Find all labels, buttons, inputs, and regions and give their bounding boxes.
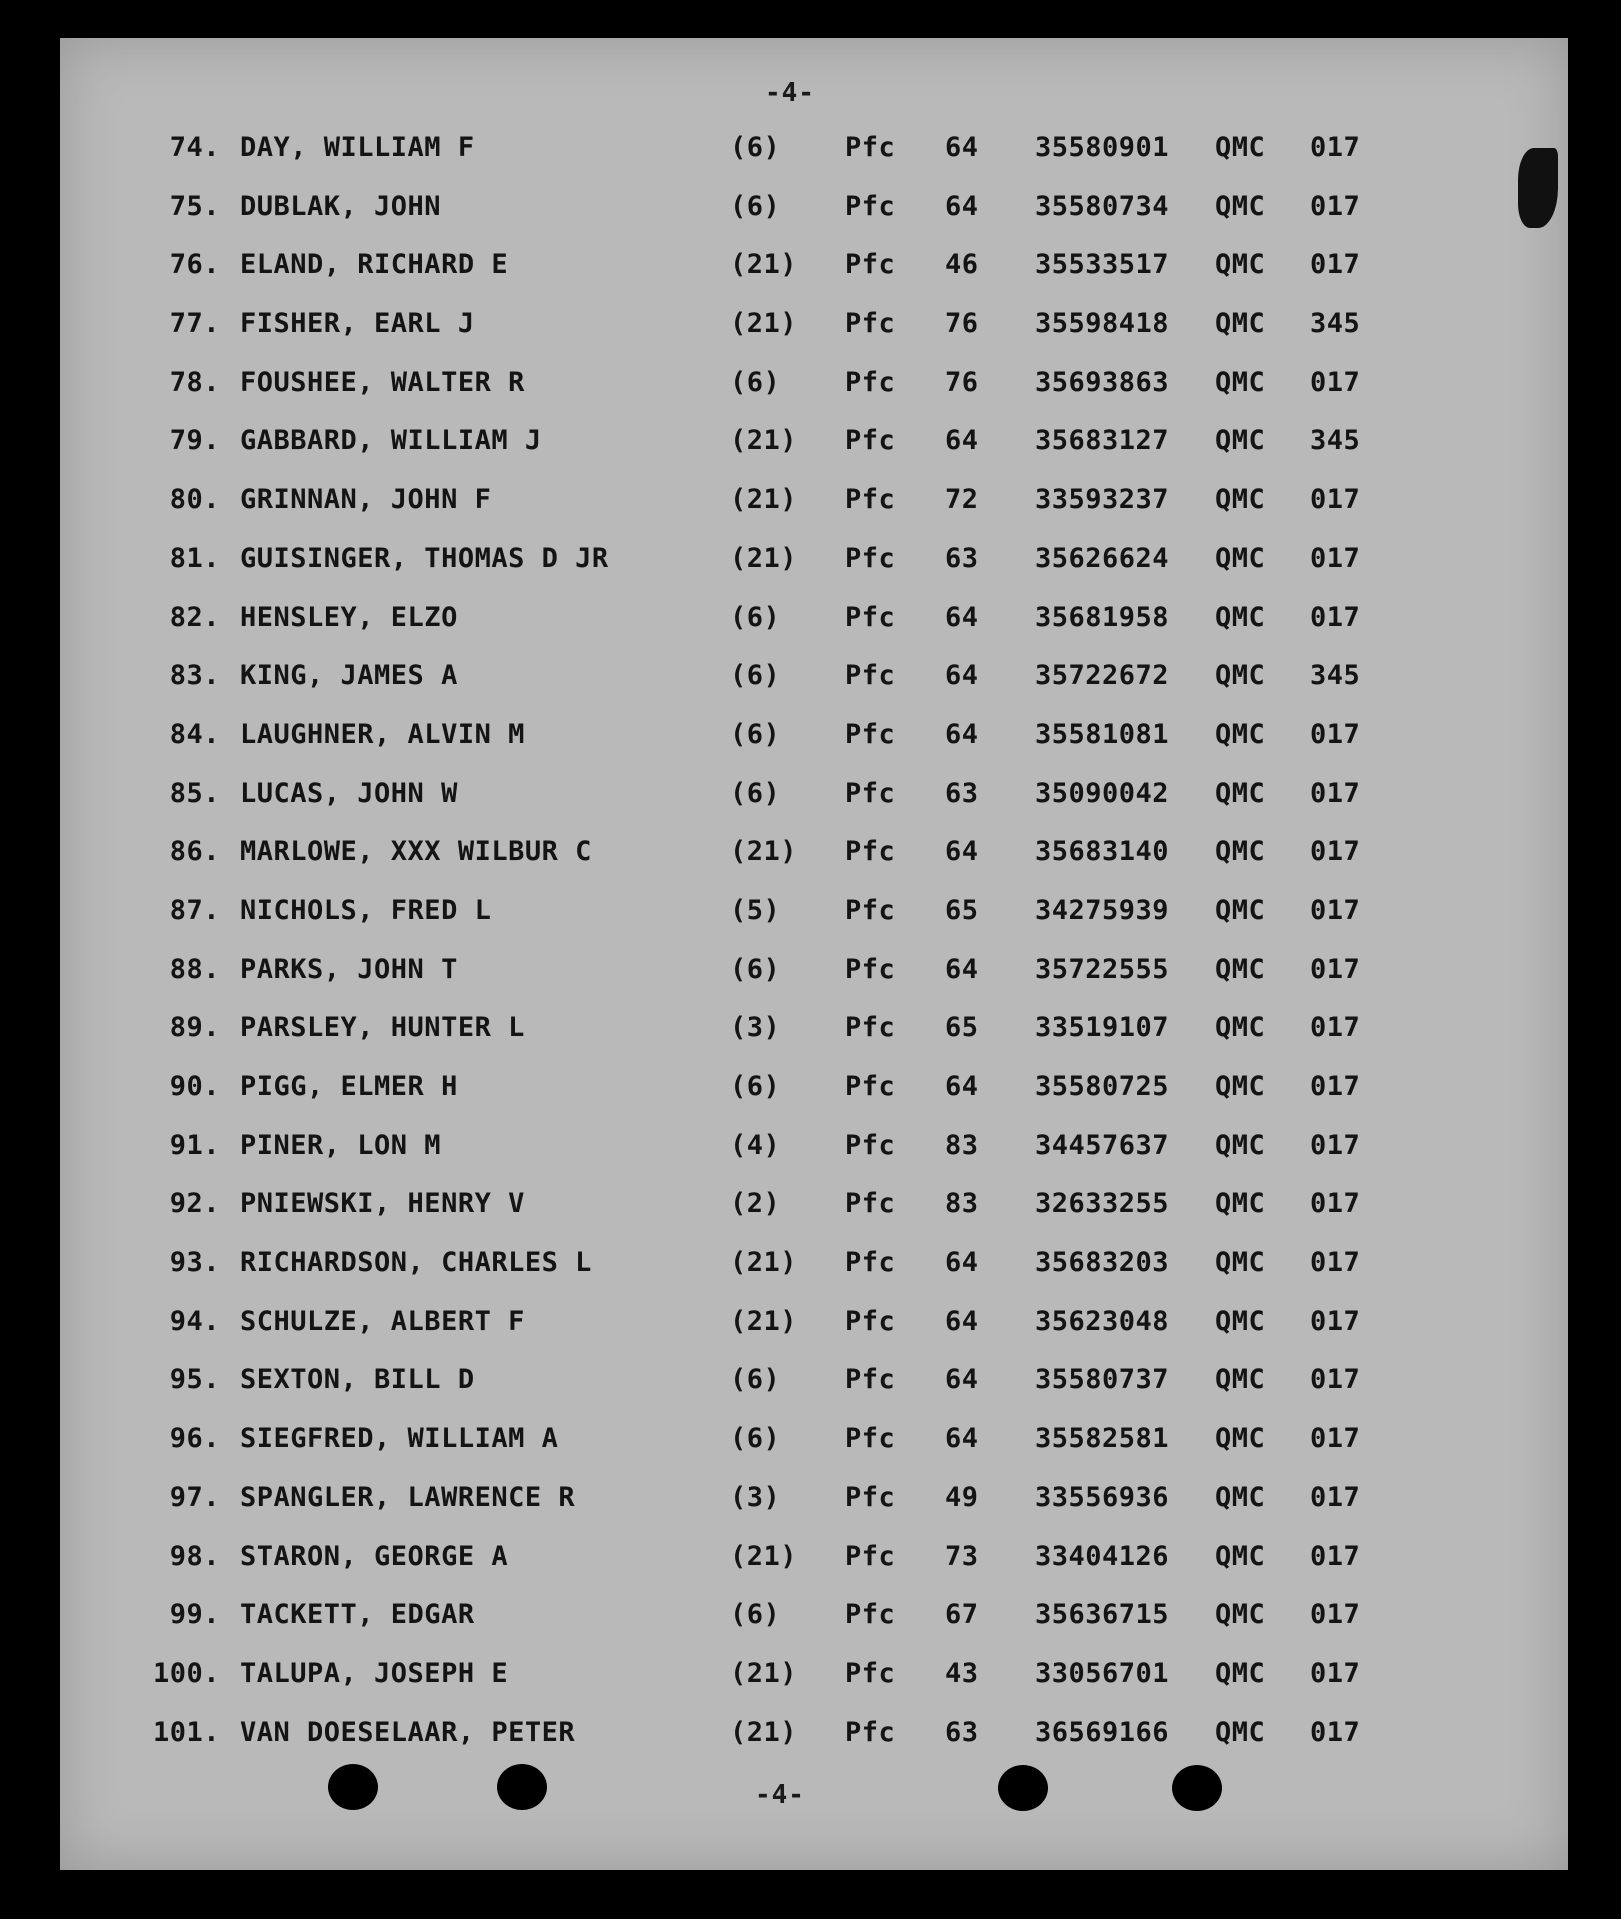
row-number: 100. — [152, 1657, 220, 1689]
mos-code: 017 — [1310, 190, 1361, 222]
arm-of-service: QMC — [1215, 1188, 1266, 1220]
soldier-name: PNIEWSKI, HENRY V — [240, 1188, 525, 1220]
code-number: 83 — [945, 1188, 979, 1220]
rank: Pfc — [845, 601, 896, 633]
soldier-name: TALUPA, JOSEPH E — [240, 1657, 509, 1689]
arm-of-service: QMC — [1215, 1071, 1266, 1102]
rank: Pfc — [845, 718, 896, 750]
row-number: 97. — [169, 1481, 220, 1513]
mos-code: 345 — [1310, 425, 1361, 457]
arm-of-service: QMC — [1215, 836, 1266, 868]
rank: Pfc — [845, 953, 896, 985]
code-number: 64 — [945, 1423, 979, 1455]
rank: Pfc — [845, 1657, 896, 1689]
roster-row — [60, 417, 1568, 476]
soldier-name: DUBLAK, JOHN — [240, 190, 442, 222]
soldier-name: VAN DOESELAAR, PETER — [240, 1716, 576, 1748]
group-code: (21) — [730, 1716, 798, 1748]
serial-number: 33593237 — [1035, 484, 1170, 516]
arm-of-service: QMC — [1215, 1657, 1266, 1689]
mos-code: 017 — [1310, 1071, 1361, 1102]
group-code: (21) — [730, 1540, 798, 1572]
arm-of-service: QMC — [1215, 1423, 1266, 1455]
arm-of-service: QMC — [1215, 953, 1266, 985]
code-number: 64 — [945, 1364, 979, 1396]
soldier-name: SEXTON, BILL D — [240, 1364, 475, 1396]
soldier-name: SIEGFRED, WILLIAM A — [240, 1423, 559, 1455]
serial-number: 35683140 — [1035, 836, 1170, 868]
serial-number: 35693863 — [1035, 366, 1170, 398]
page-number-top: -4- — [765, 78, 815, 108]
code-number: 64 — [945, 601, 979, 633]
row-number: 86. — [169, 836, 220, 868]
arm-of-service: QMC — [1215, 660, 1266, 692]
group-code: (6) — [730, 1364, 781, 1396]
serial-number: 35626624 — [1035, 542, 1170, 574]
code-number: 49 — [945, 1481, 979, 1513]
group-code: (5) — [730, 894, 781, 926]
arm-of-service: QMC — [1215, 308, 1266, 340]
rank: Pfc — [845, 1364, 896, 1396]
mos-code: 017 — [1310, 1716, 1361, 1748]
rank: Pfc — [845, 366, 896, 398]
code-number: 64 — [945, 836, 979, 868]
arm-of-service: QMC — [1215, 366, 1266, 398]
group-code: (4) — [730, 1129, 781, 1161]
arm-of-service: QMC — [1215, 777, 1266, 809]
roster-row — [60, 1122, 1568, 1181]
soldier-name: KING, JAMES A — [240, 660, 458, 692]
group-code: (3) — [730, 1481, 781, 1513]
row-number: 83. — [169, 660, 220, 692]
code-number: 73 — [945, 1540, 979, 1572]
soldier-name: PARKS, JOHN T — [240, 953, 458, 985]
arm-of-service: QMC — [1215, 1012, 1266, 1044]
soldier-name: TACKETT, EDGAR — [240, 1599, 475, 1631]
roster-row — [60, 241, 1568, 300]
roster-row — [60, 1591, 1568, 1650]
roster-row — [60, 1004, 1568, 1063]
row-number: 87. — [169, 894, 220, 926]
row-number: 88. — [169, 953, 220, 985]
row-number: 99. — [169, 1599, 220, 1631]
soldier-name: NICHOLS, FRED L — [240, 894, 492, 926]
serial-number: 34457637 — [1035, 1129, 1170, 1161]
group-code: (6) — [730, 132, 781, 163]
mos-code: 017 — [1310, 1540, 1361, 1572]
mos-code: 017 — [1310, 1188, 1361, 1220]
mos-code: 017 — [1310, 718, 1361, 750]
code-number: 46 — [945, 249, 979, 281]
serial-number: 33056701 — [1035, 1657, 1170, 1689]
serial-number: 33556936 — [1035, 1481, 1170, 1513]
serial-number: 34275939 — [1035, 894, 1170, 926]
group-code: (21) — [730, 542, 798, 574]
row-number: 95. — [169, 1364, 220, 1396]
group-code: (6) — [730, 718, 781, 750]
code-number: 67 — [945, 1599, 979, 1631]
code-number: 64 — [945, 132, 979, 163]
code-number: 63 — [945, 542, 979, 574]
group-code: (21) — [730, 1305, 798, 1337]
serial-number: 35580737 — [1035, 1364, 1170, 1396]
row-number: 92. — [169, 1188, 220, 1220]
serial-number: 35533517 — [1035, 249, 1170, 281]
serial-number: 35090042 — [1035, 777, 1170, 809]
arm-of-service: QMC — [1215, 132, 1266, 163]
arm-of-service: QMC — [1215, 1716, 1266, 1748]
mos-code: 017 — [1310, 1364, 1361, 1396]
row-number: 98. — [169, 1540, 220, 1572]
mos-code: 345 — [1310, 308, 1361, 340]
code-number: 63 — [945, 1716, 979, 1748]
mos-code: 017 — [1310, 1481, 1361, 1513]
roster-row — [60, 183, 1568, 242]
row-number: 93. — [169, 1247, 220, 1279]
rank: Pfc — [845, 660, 896, 692]
mos-code: 345 — [1310, 660, 1361, 692]
mos-code: 017 — [1310, 1657, 1361, 1689]
roster-row — [60, 1180, 1568, 1239]
soldier-name: GABBARD, WILLIAM J — [240, 425, 542, 457]
roster-row — [60, 770, 1568, 829]
mos-code: 017 — [1310, 132, 1361, 163]
mos-code: 017 — [1310, 249, 1361, 281]
code-number: 64 — [945, 1071, 979, 1102]
rank: Pfc — [845, 1481, 896, 1513]
mos-code: 017 — [1310, 894, 1361, 926]
mos-code: 017 — [1310, 366, 1361, 398]
soldier-name: PARSLEY, HUNTER L — [240, 1012, 525, 1044]
roster-row — [60, 476, 1568, 535]
code-number: 83 — [945, 1129, 979, 1161]
soldier-name: HENSLEY, ELZO — [240, 601, 458, 633]
group-code: (21) — [730, 249, 798, 281]
row-number: 77. — [169, 308, 220, 340]
row-number: 89. — [169, 1012, 220, 1044]
row-number: 91. — [169, 1129, 220, 1161]
soldier-name: LAUGHNER, ALVIN M — [240, 718, 525, 750]
mos-code: 017 — [1310, 1305, 1361, 1337]
roster-row — [60, 1533, 1568, 1592]
rank: Pfc — [845, 1423, 896, 1455]
group-code: (3) — [730, 1012, 781, 1044]
group-code: (21) — [730, 1657, 798, 1689]
soldier-name: STARON, GEORGE A — [240, 1540, 509, 1572]
page-number-bottom: -4- — [755, 1780, 805, 1810]
roster-row — [60, 1650, 1568, 1709]
rank: Pfc — [845, 425, 896, 457]
soldier-name: DAY, WILLIAM F — [240, 132, 475, 163]
serial-number: 35636715 — [1035, 1599, 1170, 1631]
rank: Pfc — [845, 1599, 896, 1631]
code-number: 65 — [945, 894, 979, 926]
row-number: 74. — [169, 132, 220, 163]
group-code: (6) — [730, 953, 781, 985]
serial-number: 33519107 — [1035, 1012, 1170, 1044]
group-code: (6) — [730, 660, 781, 692]
rank: Pfc — [845, 1540, 896, 1572]
roster-row — [60, 1415, 1568, 1474]
soldier-name: SPANGLER, LAWRENCE R — [240, 1481, 576, 1513]
rank: Pfc — [845, 1012, 896, 1044]
serial-number: 35598418 — [1035, 308, 1170, 340]
rank: Pfc — [845, 1188, 896, 1220]
document-page — [60, 38, 1568, 1870]
mos-code: 017 — [1310, 542, 1361, 574]
group-code: (21) — [730, 1247, 798, 1279]
code-number: 64 — [945, 1247, 979, 1279]
code-number: 64 — [945, 660, 979, 692]
rank: Pfc — [845, 1716, 896, 1748]
rank: Pfc — [845, 484, 896, 516]
mos-code: 017 — [1310, 1247, 1361, 1279]
roster-row — [60, 535, 1568, 594]
serial-number: 33404126 — [1035, 1540, 1170, 1572]
rank: Pfc — [845, 1129, 896, 1161]
code-number: 63 — [945, 777, 979, 809]
group-code: (21) — [730, 484, 798, 516]
group-code: (21) — [730, 308, 798, 340]
soldier-name: MARLOWE, XXX WILBUR C — [240, 836, 592, 868]
code-number: 76 — [945, 366, 979, 398]
punch-hole — [1172, 1765, 1222, 1811]
row-number: 76. — [169, 249, 220, 281]
rank: Pfc — [845, 132, 896, 163]
group-code: (6) — [730, 366, 781, 398]
arm-of-service: QMC — [1215, 249, 1266, 281]
serial-number: 35683127 — [1035, 425, 1170, 457]
soldier-name: LUCAS, JOHN W — [240, 777, 458, 809]
soldier-name: SCHULZE, ALBERT F — [240, 1305, 525, 1337]
rank: Pfc — [845, 894, 896, 926]
mos-code: 017 — [1310, 484, 1361, 516]
mos-code: 017 — [1310, 777, 1361, 809]
code-number: 64 — [945, 718, 979, 750]
serial-number: 35683203 — [1035, 1247, 1170, 1279]
serial-number: 35722672 — [1035, 660, 1170, 692]
soldier-name: GUISINGER, THOMAS D JR — [240, 542, 609, 574]
roster-row — [60, 1474, 1568, 1533]
roster-row — [60, 1063, 1568, 1122]
rank: Pfc — [845, 1305, 896, 1337]
row-number: 94. — [169, 1305, 220, 1337]
arm-of-service: QMC — [1215, 425, 1266, 457]
group-code: (6) — [730, 1071, 781, 1102]
rank: Pfc — [845, 308, 896, 340]
row-number: 81. — [169, 542, 220, 574]
roster-row — [60, 711, 1568, 770]
serial-number: 35580725 — [1035, 1071, 1170, 1102]
row-number: 78. — [169, 366, 220, 398]
roster-row — [60, 1298, 1568, 1357]
row-number: 90. — [169, 1071, 220, 1102]
arm-of-service: QMC — [1215, 1540, 1266, 1572]
code-number: 64 — [945, 190, 979, 222]
arm-of-service: QMC — [1215, 1481, 1266, 1513]
soldier-name: PINER, LON M — [240, 1129, 442, 1161]
arm-of-service: QMC — [1215, 542, 1266, 574]
arm-of-service: QMC — [1215, 601, 1266, 633]
roster-list — [60, 124, 1568, 1767]
punch-hole — [497, 1764, 547, 1810]
group-code: (6) — [730, 1599, 781, 1631]
group-code: (6) — [730, 190, 781, 222]
soldier-name: ELAND, RICHARD E — [240, 249, 509, 281]
mos-code: 017 — [1310, 953, 1361, 985]
roster-row — [60, 946, 1568, 1005]
arm-of-service: QMC — [1215, 1129, 1266, 1161]
punch-hole — [328, 1764, 378, 1810]
arm-of-service: QMC — [1215, 1247, 1266, 1279]
serial-number: 35681958 — [1035, 601, 1170, 633]
rank: Pfc — [845, 836, 896, 868]
group-code: (21) — [730, 425, 798, 457]
roster-row — [60, 1709, 1568, 1768]
soldier-name: PIGG, ELMER H — [240, 1071, 458, 1102]
row-number: 101. — [152, 1716, 220, 1748]
rank: Pfc — [845, 542, 896, 574]
roster-row — [60, 887, 1568, 946]
code-number: 43 — [945, 1657, 979, 1689]
mos-code: 017 — [1310, 1129, 1361, 1161]
rank: Pfc — [845, 190, 896, 222]
mos-code: 017 — [1310, 601, 1361, 633]
ink-smudge — [1518, 148, 1558, 228]
mos-code: 017 — [1310, 836, 1361, 868]
code-number: 64 — [945, 1305, 979, 1337]
mos-code: 017 — [1310, 1012, 1361, 1044]
soldier-name: FISHER, EARL J — [240, 308, 475, 340]
arm-of-service: QMC — [1215, 1305, 1266, 1337]
group-code: (6) — [730, 777, 781, 809]
code-number: 64 — [945, 953, 979, 985]
serial-number: 32633255 — [1035, 1188, 1170, 1220]
serial-number: 35722555 — [1035, 953, 1170, 985]
code-number: 72 — [945, 484, 979, 516]
code-number: 65 — [945, 1012, 979, 1044]
mos-code: 017 — [1310, 1423, 1361, 1455]
group-code: (2) — [730, 1188, 781, 1220]
code-number: 64 — [945, 425, 979, 457]
rank: Pfc — [845, 1071, 896, 1102]
roster-row — [60, 594, 1568, 653]
arm-of-service: QMC — [1215, 484, 1266, 516]
arm-of-service: QMC — [1215, 190, 1266, 222]
roster-row — [60, 300, 1568, 359]
serial-number: 35623048 — [1035, 1305, 1170, 1337]
serial-number: 36569166 — [1035, 1716, 1170, 1748]
soldier-name: RICHARDSON, CHARLES L — [240, 1247, 592, 1279]
rank: Pfc — [845, 249, 896, 281]
arm-of-service: QMC — [1215, 894, 1266, 926]
serial-number: 35580901 — [1035, 132, 1170, 163]
rank: Pfc — [845, 1247, 896, 1279]
row-number: 96. — [169, 1423, 220, 1455]
arm-of-service: QMC — [1215, 1364, 1266, 1396]
serial-number: 35580734 — [1035, 190, 1170, 222]
group-code: (6) — [730, 601, 781, 633]
roster-row — [60, 652, 1568, 711]
arm-of-service: QMC — [1215, 718, 1266, 750]
code-number: 76 — [945, 308, 979, 340]
row-number: 75. — [169, 190, 220, 222]
mos-code: 017 — [1310, 1599, 1361, 1631]
row-number: 82. — [169, 601, 220, 633]
group-code: (6) — [730, 1423, 781, 1455]
punch-hole — [998, 1765, 1048, 1811]
arm-of-service: QMC — [1215, 1599, 1266, 1631]
roster-row — [60, 359, 1568, 418]
row-number: 85. — [169, 777, 220, 809]
row-number: 80. — [169, 484, 220, 516]
roster-row — [60, 124, 1568, 183]
serial-number: 35582581 — [1035, 1423, 1170, 1455]
group-code: (21) — [730, 836, 798, 868]
roster-row — [60, 1239, 1568, 1298]
serial-number: 35581081 — [1035, 718, 1170, 750]
rank: Pfc — [845, 777, 896, 809]
soldier-name: GRINNAN, JOHN F — [240, 484, 492, 516]
roster-row — [60, 1356, 1568, 1415]
soldier-name: FOUSHEE, WALTER R — [240, 366, 525, 398]
roster-row — [60, 828, 1568, 887]
row-number: 84. — [169, 718, 220, 750]
row-number: 79. — [169, 425, 220, 457]
